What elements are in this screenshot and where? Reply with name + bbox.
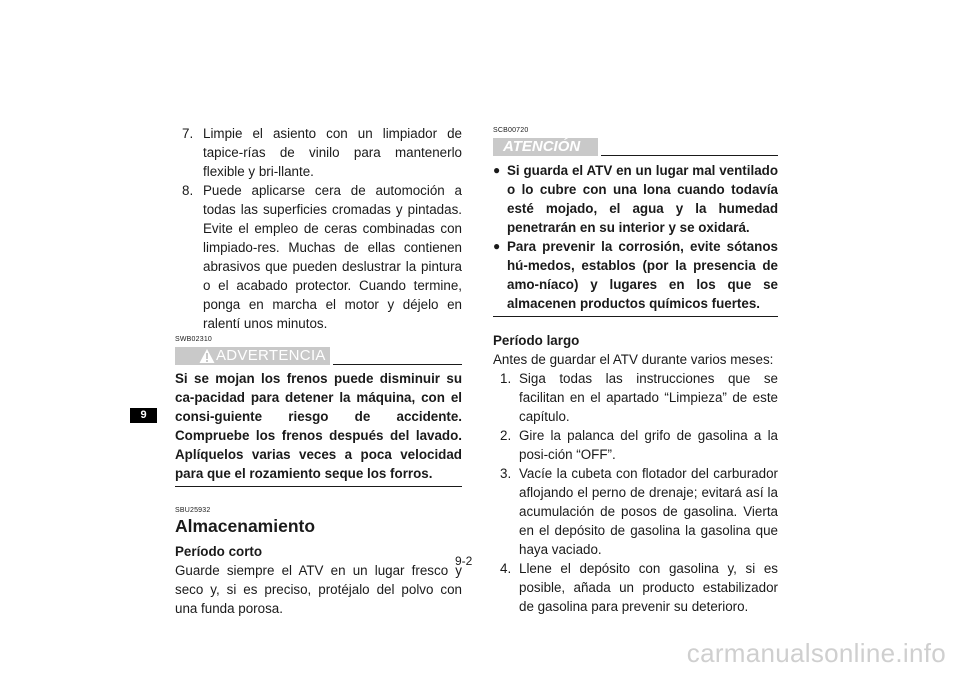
- list-item: [493, 426, 778, 464]
- page-number: 9-2: [455, 554, 473, 568]
- warning-rule: [333, 364, 462, 365]
- list-item: [175, 124, 462, 181]
- item-number: 8.: [182, 183, 194, 198]
- warning-text: Si se mojan los frenos puede disminuir su ca-pacidad para detener la máquina, con el consi-guiente riesgo de accidente. Compruebe los frenos después del lavado. Aplíquelos varias veces a poca velocidad para que el rozamiento seque los forros.: [175, 369, 462, 487]
- attention-code: SCB00720: [493, 127, 529, 134]
- item-text: Gire la palanca del grifo de gasolina a la posi-ción “OFF”.: [519, 428, 778, 462]
- section-title: Almacenamiento: [175, 516, 316, 536]
- subsection-title: Período corto: [175, 544, 263, 559]
- bullet-icon: ●: [493, 239, 501, 253]
- list-item: [493, 464, 778, 559]
- warning-triangle-icon: [199, 348, 215, 364]
- bullet-icon: ●: [493, 163, 501, 177]
- subsection-title: Período largo: [493, 333, 580, 348]
- attention-label: ATENCIÓN: [503, 138, 581, 155]
- item-text: Siga todas las instrucciones que se facilitan en el apartado “Limpieza” de este capítulo.: [519, 371, 778, 424]
- bullet-item: [493, 161, 778, 237]
- chapter-tab: 9: [130, 408, 157, 423]
- list-item: [175, 181, 462, 333]
- attention-rule: [601, 155, 778, 156]
- item-text: Vacíe la cubeta con flotador del carburador aflojando el perno de drenaje; evitará así la acumulación de posos de gasolina. Vierta en el depósito de gasolina la gasolina que haya vaciado.: [519, 466, 778, 557]
- warning-label: ADVERTENCIA: [216, 347, 326, 364]
- subsection-intro: Antes de guardar el ATV durante varios meses:: [493, 352, 774, 367]
- item-number: 1.: [500, 371, 512, 386]
- item-text: Llene el depósito con gasolina y, si es posible, añada un producto estabilizador de gasolina para prevenir su deterioro.: [519, 561, 778, 614]
- warning-header: [175, 346, 462, 366]
- list-item: [493, 559, 778, 616]
- item-text: Limpie el asiento con un limpiador de tapice-rías de vinilo para mantenerlo flexible y bri-llante.: [203, 126, 462, 179]
- attention-header: [493, 137, 778, 157]
- item-number: 3.: [500, 466, 512, 481]
- bullet-text: Para prevenir la corrosión, evite sótanos hú-medos, establos (por la presencia de amo-níaco) y lugares en los que se almacenen productos químicos fuertes.: [507, 239, 778, 311]
- warning-code: SWB02310: [175, 336, 213, 343]
- bullet-text: Si guarda el ATV en un lugar mal ventilado o lo cubre con una lona cuando todavía esté mojado, el agua y la humedad penetrarán en su interior y se oxidará.: [507, 163, 778, 235]
- list-item: [493, 369, 778, 426]
- item-text: Puede aplicarse cera de automoción a todas las superficies cromadas y pintadas. Evite el empleo de ceras combinadas con limpiado-res. Muchas de ellas contienen abrasivos que pueden deslustrar la pintura o el acabado protector. Cuando termine, ponga en marcha el motor y déjelo en ralentí unos minutos.: [203, 183, 462, 331]
- subsection-text: Guarde siempre el ATV en un lugar fresco y seco y, si es preciso, protéjalo del polvo con una funda porosa.: [175, 563, 462, 616]
- right-column: [493, 124, 778, 616]
- bullet-item: [493, 237, 778, 313]
- left-column: [175, 124, 462, 618]
- item-number: 4.: [500, 561, 512, 576]
- item-number: 7.: [182, 126, 194, 141]
- watermark: carmanualsonline.info: [686, 638, 946, 668]
- section-code: SBU25932: [175, 507, 211, 514]
- attention-end-rule: [493, 316, 778, 317]
- item-number: 2.: [500, 428, 512, 443]
